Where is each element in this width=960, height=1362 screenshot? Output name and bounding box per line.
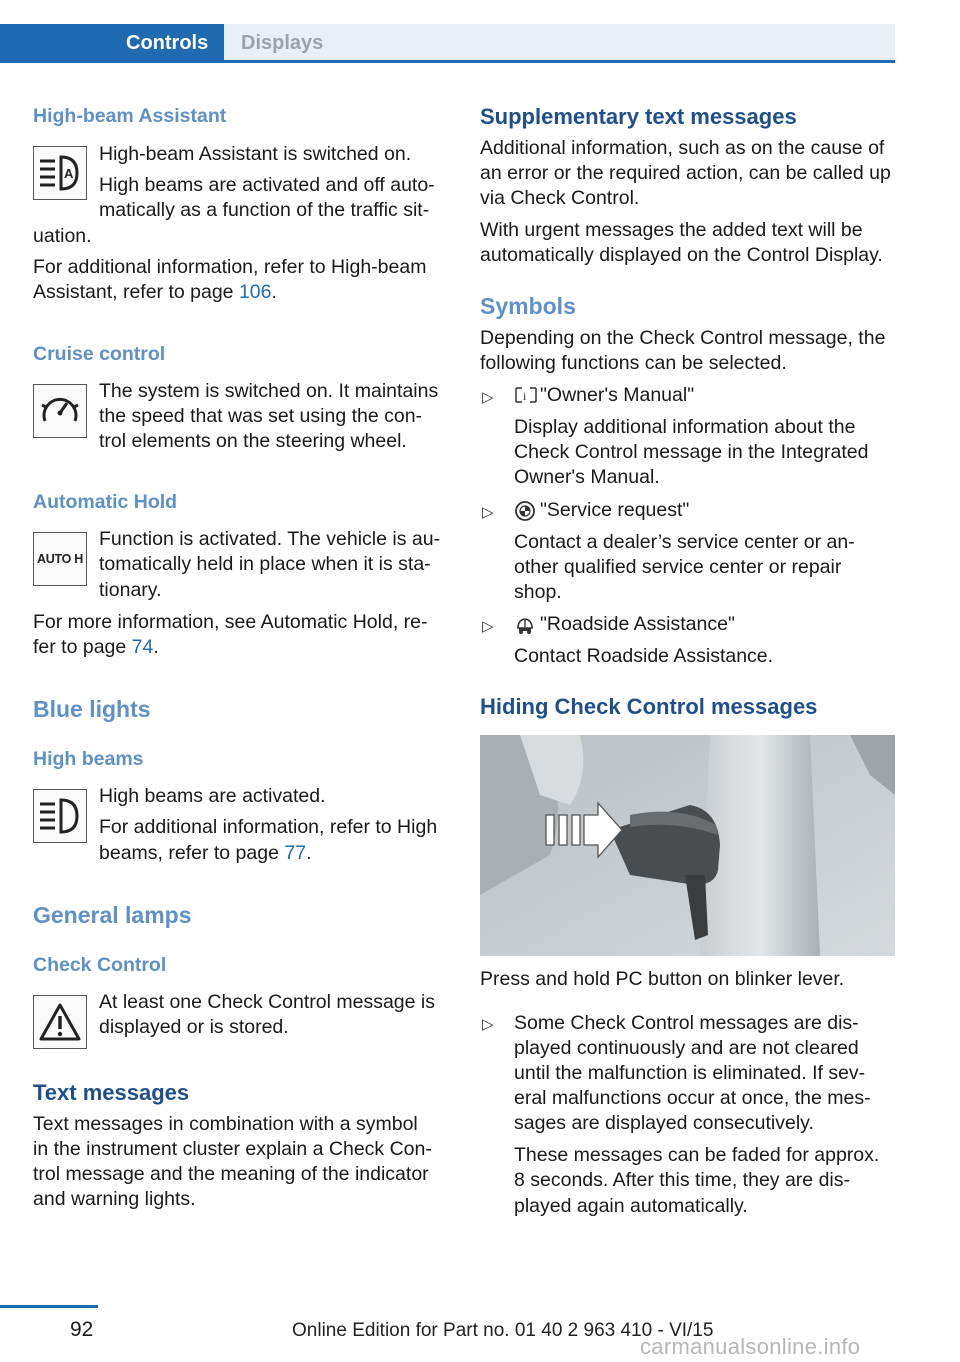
service-request-label: "Service request" [540, 499, 690, 521]
cruise-line1: The system is switched on. It maintains [99, 380, 439, 402]
autohold-line1: Function is activated. The vehicle is au‐ [99, 528, 441, 550]
page-number: 92 [70, 1318, 94, 1341]
cruise-control-icon [33, 384, 87, 438]
autohold-ref-a: For more information, see Automatic Hold, re‐ [33, 611, 428, 633]
auto-hold-icon: AUTO H [33, 532, 87, 586]
owners-manual-icon [514, 386, 538, 404]
textmsg-line4: and warning lights. [33, 1188, 196, 1210]
checkctl-line1: At least one Check Control message is [99, 991, 435, 1013]
bullet-marker: ▷ [482, 1016, 494, 1033]
supp-line5: automatically displayed on the Control Display. [480, 244, 883, 266]
service-request-desc1: Contact a dealer’s service center or an‐ [514, 531, 855, 553]
checkctl-line2: displayed or is stored. [99, 1016, 289, 1038]
heading-cruise-control: Cruise control [33, 343, 166, 365]
service-request-desc2: other qualified service center or repair [514, 556, 842, 578]
svg-text:A: A [64, 166, 74, 181]
autohold-line3: tionary. [99, 579, 162, 601]
supp-line4: With urgent messages the added text will be [480, 219, 863, 241]
heading-high-beams: High beams [33, 748, 144, 770]
blue-line2: For additional information, refer to High [99, 816, 438, 838]
blue-line1: High beams are activated. [99, 785, 326, 807]
footer-rule [0, 1305, 98, 1308]
heading-supplementary: Supplementary text messages [480, 104, 797, 129]
warning-triangle-icon [33, 995, 87, 1049]
page-link-106[interactable]: 106 [238, 281, 272, 303]
high-beam-assistant-icon [33, 146, 87, 200]
textmsg-line1: Text messages in combination with a symbol [33, 1113, 418, 1135]
bullet-marker: ▷ [482, 504, 494, 521]
hiding-b4: eral malfunctions occur at once, the mes‐ [514, 1087, 871, 1109]
textmsg-line2: in the instrument cluster explain a Check Con‐ [33, 1138, 432, 1160]
heading-hiding-check-control: Hiding Check Control messages [480, 694, 818, 719]
illustration-caption: Press and hold PC button on blinker lever. [480, 968, 845, 990]
supp-line3: via Check Control. [480, 187, 640, 209]
watermark: carmanualsonline.info [640, 1334, 861, 1359]
cruise-line3: trol elements on the steering wheel. [99, 430, 407, 452]
textmsg-line3: trol message and the meaning of the indicator [33, 1163, 429, 1185]
high-beams-icon [33, 789, 87, 843]
autohold-ref-b: fer to page 74. [33, 636, 159, 658]
hba-line2b: matically as a function of the traffic sit‐ [99, 199, 430, 221]
heading-automatic-hold: Automatic Hold [33, 491, 178, 513]
autohold-line2: tomatically held in place when it is sta‐ [99, 553, 431, 575]
hiding-b5: sages are displayed consecutively. [514, 1112, 814, 1134]
hiding-c2: 8 seconds. After this time, they are dis‐ [514, 1169, 850, 1191]
roadside-assistance-icon [514, 614, 536, 636]
hiding-b2: played continuously and are not cleared [514, 1037, 859, 1059]
roadside-label: "Roadside Assistance" [540, 613, 735, 635]
hiding-c3: played again automatically. [514, 1195, 748, 1217]
header-rule [0, 60, 895, 63]
heading-high-beam-assistant: High-beam Assistant [33, 105, 227, 127]
svg-text:i: i [523, 389, 527, 403]
edition-line: Online Edition for Part no. 01 40 2 963 410 - VI/15 [292, 1320, 714, 1341]
heading-symbols: Symbols [480, 293, 576, 319]
heading-text-messages: Text messages [33, 1080, 190, 1105]
hba-line2a: High beams are activated and off auto‐ [99, 174, 435, 196]
hiding-b1: Some Check Control messages are dis‐ [514, 1012, 859, 1034]
cruise-line2: the speed that was set using the con‐ [99, 405, 423, 427]
heading-check-control: Check Control [33, 954, 167, 976]
owners-manual-desc3: Owner's Manual. [514, 466, 660, 488]
hba-ref-b: Assistant, refer to page 106. [33, 281, 277, 303]
tab-displays[interactable]: Displays [224, 24, 895, 62]
heading-blue-lights: Blue lights [33, 696, 151, 722]
hba-line1: High-beam Assistant is switched on. [99, 143, 412, 165]
owners-manual-desc2: Check Control message in the Integrated [514, 441, 869, 463]
supp-line1: Additional information, such as on the cause of [480, 137, 885, 159]
bullet-marker: ▷ [482, 389, 494, 406]
bullet-marker: ▷ [482, 618, 494, 635]
page-link-74[interactable]: 74 [131, 636, 154, 658]
hba-line2c: uation. [33, 225, 92, 247]
blinker-lever-illustration [480, 735, 895, 956]
roadside-desc1: Contact Roadside Assistance. [514, 645, 774, 667]
service-request-icon [514, 500, 536, 522]
symbols-line2: following functions can be selected. [480, 352, 787, 374]
heading-general-lamps: General lamps [33, 902, 192, 928]
blue-line3: beams, refer to page 77. [99, 842, 312, 864]
supp-line2: an error or the required action, can be called up [480, 162, 891, 184]
page-link-77[interactable]: 77 [284, 842, 307, 864]
hba-ref-a: For additional information, refer to High-beam [33, 256, 427, 278]
service-request-desc3: shop. [514, 581, 562, 603]
owners-manual-desc1: Display additional information about the [514, 416, 856, 438]
chapter-tabs [0, 24, 895, 62]
hiding-b3: until the malfunction is eliminated. If sev‐ [514, 1062, 866, 1084]
tab-controls[interactable]: Controls [0, 24, 224, 62]
symbols-line1: Depending on the Check Control message, the [480, 327, 886, 349]
hiding-c1: These messages can be faded for approx. [514, 1144, 880, 1166]
owners-manual-label: "Owner's Manual" [540, 384, 695, 406]
